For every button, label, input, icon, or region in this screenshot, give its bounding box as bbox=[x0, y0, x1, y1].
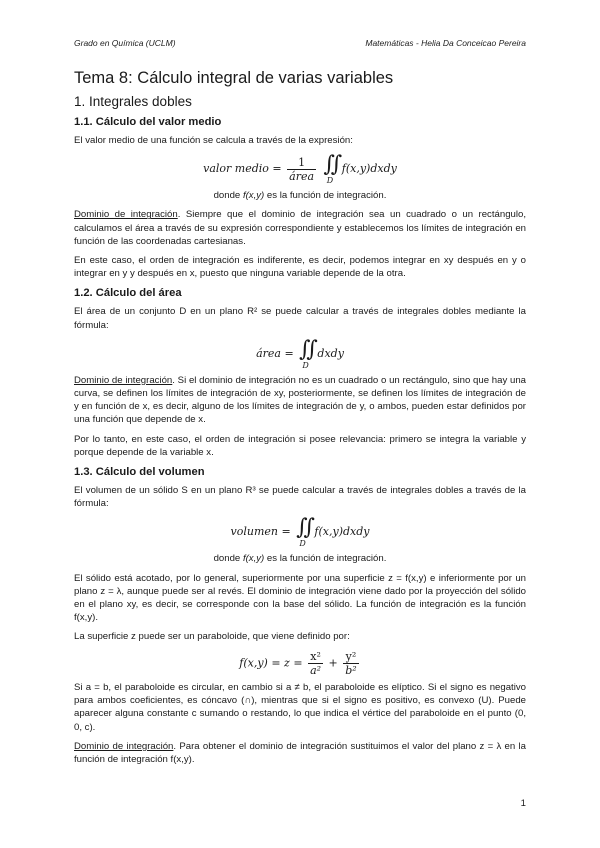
formula-volume bbox=[74, 516, 526, 548]
integral-domain: D bbox=[299, 539, 306, 549]
double-integral bbox=[299, 338, 312, 370]
formula-lhs: área = bbox=[256, 346, 294, 360]
paragraph-domain bbox=[74, 740, 526, 766]
domain-text: . Para obtener el dominio de integración sustituimos el valor del plano z = λ en la función de integración f(x,y). bbox=[74, 740, 526, 766]
paragraph-domain bbox=[74, 374, 526, 427]
fraction-numerator: 1 bbox=[287, 156, 316, 170]
fraction bbox=[343, 650, 358, 677]
formula-caption bbox=[74, 552, 526, 565]
fraction-denominator: área bbox=[289, 169, 315, 183]
double-integral bbox=[324, 153, 337, 185]
integral-domain: D bbox=[326, 176, 334, 186]
domain-label: Dominio de integración bbox=[74, 209, 178, 221]
formula-integrand: dxdy bbox=[317, 346, 344, 360]
caption-text: donde bbox=[213, 553, 243, 565]
domain-label: Dominio de integración bbox=[74, 740, 174, 752]
page-number: 1 bbox=[520, 798, 526, 809]
paragraph: El valor medio de una función se calcula a través de la expresión: bbox=[74, 135, 353, 146]
section-heading: 1. Integrales dobles bbox=[74, 94, 192, 109]
page-content bbox=[74, 68, 526, 772]
formula-mean-value bbox=[74, 153, 526, 185]
domain-text: . Si el dominio de integración no es un cuadrado o un rectángulo, sino que hay una curva, se definen los límites de integración de xy, posteriormente, se definen los límites de integración de y en función de x, es decir, alguno de los límites de integración de y, o ambos, pueden estar definidos por una función que depende de x. bbox=[74, 374, 526, 426]
double-integral-symbol: ∬ bbox=[323, 152, 337, 178]
formula-integrand: f(x,y)dxdy bbox=[314, 525, 370, 539]
paragraph: La superficie z puede ser un paraboloide, que viene definido por: bbox=[74, 631, 350, 643]
caption-function: f(x,y) bbox=[242, 190, 265, 202]
caption-text: es la función de integración. bbox=[264, 553, 387, 565]
fraction-denominator: a² bbox=[310, 663, 322, 677]
paragraph: El volumen de un sólido S en un plano R³ se puede calcular a través de integrales dobles a través de la fórmula: bbox=[74, 485, 526, 510]
formula-lhs: valor medio = bbox=[203, 162, 282, 176]
double-integral-symbol: ∬ bbox=[299, 336, 312, 362]
domain-label: Dominio de integración bbox=[74, 374, 173, 386]
subsection-heading-area: 1.2. Cálculo del área bbox=[74, 287, 182, 300]
fraction-numerator: x² bbox=[308, 650, 323, 664]
header-right: Matemáticas - Helia Da Conceicao Pereira bbox=[365, 38, 526, 48]
fraction-numerator: y² bbox=[343, 650, 358, 664]
page-title: Tema 8: Cálculo integral de varias variables bbox=[74, 69, 394, 87]
header-left: Grado en Química (UCLM) bbox=[74, 38, 176, 48]
subsection-heading-volume: 1.3. Cálculo del volumen bbox=[74, 466, 205, 479]
paragraph: Si a = b, el paraboloide es circular, en cambio si a ≠ b, el paraboloide es elíptico. Si el signo es negativo para ambos coeficientes, es cóncavo (∩), mientras que si el signo es positivo, es convexo (U). Puede aparecer alguna constante c sumando o restando, lo que indica el vértice del paraboloide en el punto (0, 0, c). bbox=[74, 682, 526, 733]
caption-function: f(x,y) bbox=[242, 553, 265, 565]
paragraph: En este caso, el orden de integración es indiferente, es decir, podemos integrar en xy después en y o integrar en y y después en x, puesto que ninguna variable depende de la otra. bbox=[74, 255, 526, 280]
caption-text: donde bbox=[213, 190, 243, 202]
caption-text: es la función de integración. bbox=[264, 190, 387, 202]
double-integral bbox=[296, 516, 309, 548]
plus-sign: + bbox=[328, 656, 338, 670]
fraction bbox=[287, 156, 316, 183]
subsection-heading-mean: 1.1. Cálculo del valor medio bbox=[74, 116, 222, 128]
paragraph-domain bbox=[74, 208, 526, 248]
formula-paraboloid bbox=[74, 650, 526, 677]
formula-integrand: f(x,y)dxdy bbox=[341, 162, 397, 176]
double-integral-symbol: ∬ bbox=[296, 515, 309, 541]
paragraph: El sólido está acotado, por lo general, superiormente por una superficie z = f(x,y) e inferiormente por un plano z = λ, aunque puede ser al revés. El dominio de integración viene dado por la proyección del sólido en el plano xy, es decir, se corresponde con la base del sólido. La función de integración es la función f(x,y). bbox=[74, 572, 526, 624]
integral-domain: D bbox=[302, 360, 309, 370]
domain-text: . Siempre que el dominio de integración sea un cuadrado o un rectángulo, calculamos el área a través de su expresión correspondiente y establecemos los límites de integración en función de las coordenadas cartesianas. bbox=[74, 209, 526, 247]
formula-area bbox=[74, 338, 526, 370]
fraction-denominator: b² bbox=[345, 663, 357, 677]
paragraph: El área de un conjunto D en un plano R² se puede calcular a través de integrales dobles mediante la fórmula: bbox=[74, 306, 526, 331]
fraction bbox=[308, 650, 323, 677]
formula-lhs: volumen = bbox=[230, 525, 291, 539]
paragraph: Por lo tanto, en este caso, el orden de integración si posee relevancia: primero se integra la variable y porque depende de la variable x. bbox=[74, 433, 526, 458]
formula-caption bbox=[74, 189, 526, 202]
formula-lhs: f(x,y) = z = bbox=[239, 656, 303, 670]
